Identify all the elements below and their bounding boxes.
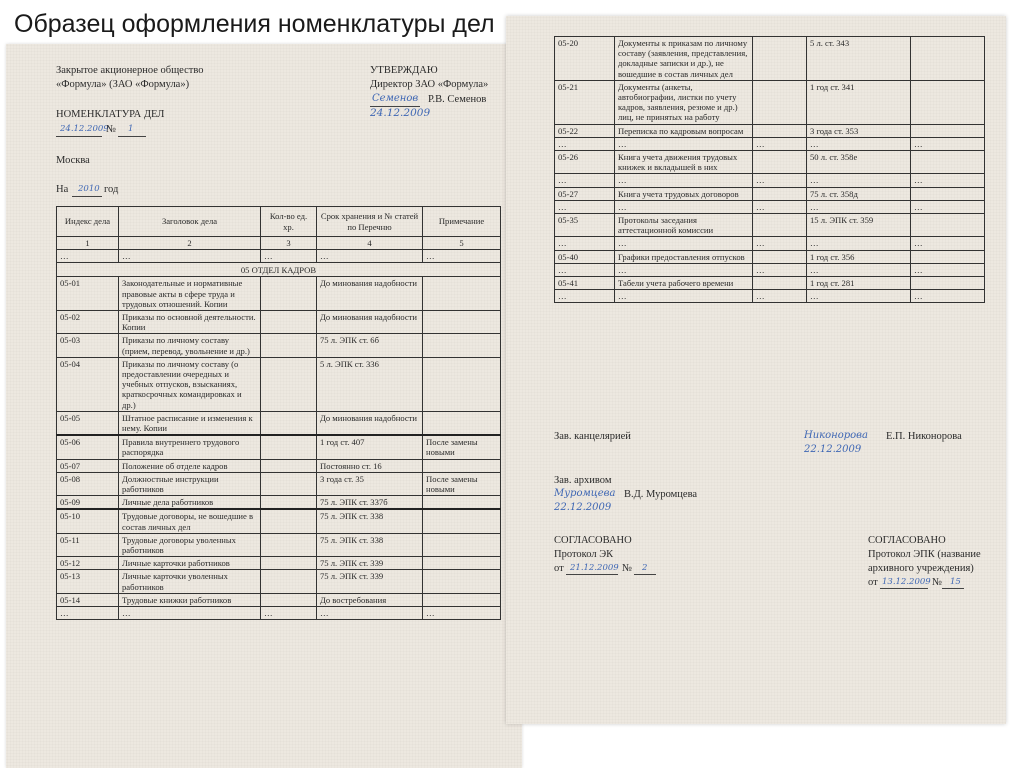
row-note bbox=[423, 311, 501, 334]
row-title: Трудовые книжки работников bbox=[119, 593, 261, 606]
ellipsis-cell: … bbox=[261, 250, 317, 263]
org-name-line2: «Формула» (ЗАО «Формула») bbox=[56, 79, 190, 90]
row-note bbox=[423, 557, 501, 570]
archive-label: Зав. архивом bbox=[554, 475, 612, 486]
agreed-ek-from: от bbox=[554, 563, 564, 574]
column-number: 2 bbox=[119, 237, 261, 250]
nomenclature-table bbox=[56, 206, 501, 620]
row-term: 75 л. ЭПК ст. 6б bbox=[317, 334, 423, 357]
ellipsis-cell: … bbox=[57, 250, 119, 263]
ellipsis-cell: … bbox=[555, 200, 615, 213]
row-title: Личные карточки уволенных работников bbox=[119, 570, 261, 593]
ellipsis-cell: … bbox=[317, 607, 423, 620]
row-title: Штатное расписание и изменения к нему. Копии bbox=[119, 411, 261, 435]
chancellery-signature: Никонорова bbox=[804, 430, 868, 441]
nomenclature-page-1 bbox=[6, 44, 522, 768]
row-term: 15 л. ЭПК ст. 359 bbox=[807, 214, 911, 237]
table-row bbox=[57, 277, 501, 311]
row-note bbox=[911, 124, 985, 137]
row-title: Трудовые договоры уволенных работников bbox=[119, 533, 261, 556]
row-index: 05-35 bbox=[555, 214, 615, 237]
row-title: Документы (анкеты, автобиографии, листки по учету кадров, заявления, резюме и др.) лиц, не принятых на работу bbox=[615, 80, 753, 124]
ellipsis-cell: … bbox=[753, 200, 807, 213]
table-row bbox=[57, 533, 501, 556]
row-index: 05-14 bbox=[57, 593, 119, 606]
row-index: 05-40 bbox=[555, 250, 615, 263]
agreed-epk-no: 15 bbox=[950, 577, 961, 587]
row-quantity bbox=[261, 557, 317, 570]
row-note bbox=[423, 570, 501, 593]
row-index: 05-11 bbox=[57, 533, 119, 556]
ellipsis-cell: … bbox=[261, 607, 317, 620]
table-row bbox=[57, 411, 501, 435]
agreed-epk-date-line bbox=[880, 588, 928, 589]
ellipsis-cell: … bbox=[911, 290, 985, 303]
year-value: 2010 bbox=[78, 184, 100, 194]
row-title: Законодательные и нормативные правовые акты в сфере труда и трудовых отношений. Копии bbox=[119, 277, 261, 311]
row-quantity bbox=[261, 435, 317, 459]
row-quantity bbox=[261, 533, 317, 556]
row-note bbox=[423, 334, 501, 357]
table-row bbox=[555, 124, 985, 137]
ellipsis-cell: … bbox=[807, 290, 911, 303]
row-index: 05-01 bbox=[57, 277, 119, 311]
ellipsis-cell: … bbox=[807, 237, 911, 250]
table-row bbox=[57, 472, 501, 495]
approve-label: УТВЕРЖДАЮ bbox=[370, 65, 438, 76]
row-index: 05-04 bbox=[57, 357, 119, 411]
ellipsis-cell: … bbox=[753, 137, 807, 150]
row-title: Протоколы заседания аттестационной комиссии bbox=[615, 214, 753, 237]
row-title: Положение об отделе кадров bbox=[119, 459, 261, 472]
ellipsis-cell: … bbox=[807, 137, 911, 150]
ellipsis-cell: … bbox=[555, 174, 615, 187]
approve-position: Директор ЗАО «Формула» bbox=[370, 79, 489, 90]
row-term: До минования надобности bbox=[317, 277, 423, 311]
row-title: Книга учета трудовых договоров bbox=[615, 187, 753, 200]
ellipsis-cell: … bbox=[615, 263, 753, 276]
row-title: Приказы по основной деятельности. Копии bbox=[119, 311, 261, 334]
row-note: После замены новыми bbox=[423, 435, 501, 459]
archive-signature: Муромцева bbox=[554, 488, 616, 499]
row-index: 05-13 bbox=[57, 570, 119, 593]
approve-signature: Семенов bbox=[372, 93, 419, 104]
agreed-ek-label: СОГЛАСОВАНО bbox=[554, 535, 632, 546]
agreed-epk-protocol: Протокол ЭПК (название bbox=[868, 549, 981, 560]
ellipsis-cell: … bbox=[423, 607, 501, 620]
row-title: Графики предоставления отпусков bbox=[615, 250, 753, 263]
row-note bbox=[911, 250, 985, 263]
row-index: 05-21 bbox=[555, 80, 615, 124]
row-index: 05-12 bbox=[57, 557, 119, 570]
year-line bbox=[72, 196, 102, 197]
agreed-epk-date: 13.12.2009 bbox=[882, 577, 931, 587]
ellipsis-cell: … bbox=[119, 607, 261, 620]
row-term: 75 л. ЭПК ст. 338 bbox=[317, 533, 423, 556]
agreed-epk-no-line bbox=[942, 588, 964, 589]
row-title: Личные карточки работников bbox=[119, 557, 261, 570]
row-quantity bbox=[261, 311, 317, 334]
nomenclature-table-continued bbox=[554, 36, 985, 303]
ellipsis-cell: … bbox=[753, 174, 807, 187]
ellipsis-cell: … bbox=[911, 263, 985, 276]
ellipsis-row bbox=[555, 237, 985, 250]
row-title: Личные дела работников bbox=[119, 496, 261, 510]
table-row bbox=[57, 570, 501, 593]
row-quantity bbox=[261, 593, 317, 606]
row-quantity bbox=[261, 459, 317, 472]
ellipsis-cell: … bbox=[911, 174, 985, 187]
table-row bbox=[555, 37, 985, 81]
header-index: Индекс дела bbox=[57, 207, 119, 237]
table-row bbox=[555, 187, 985, 200]
chancellery-date: 22.12.2009 bbox=[804, 444, 862, 455]
row-quantity bbox=[261, 496, 317, 510]
row-index: 05-22 bbox=[555, 124, 615, 137]
row-quantity bbox=[261, 277, 317, 311]
agreed-ek-no-label: № bbox=[622, 563, 633, 574]
row-note bbox=[911, 277, 985, 290]
table-row bbox=[555, 151, 985, 174]
header-quantity: Кол-во ед. хр. bbox=[261, 207, 317, 237]
ellipsis-row bbox=[57, 607, 501, 620]
row-index: 05-10 bbox=[57, 509, 119, 533]
ellipsis-cell: … bbox=[555, 137, 615, 150]
row-index: 05-02 bbox=[57, 311, 119, 334]
table-row bbox=[555, 277, 985, 290]
ellipsis-cell: … bbox=[615, 200, 753, 213]
row-index: 05-41 bbox=[555, 277, 615, 290]
row-index: 05-27 bbox=[555, 187, 615, 200]
ellipsis-cell: … bbox=[911, 200, 985, 213]
row-term: Постоянно ст. 16 bbox=[317, 459, 423, 472]
table-row bbox=[555, 80, 985, 124]
row-quantity bbox=[753, 124, 807, 137]
nomenclature-page-2 bbox=[506, 16, 1006, 724]
ellipsis-cell: … bbox=[911, 137, 985, 150]
agreed-epk-label: СОГЛАСОВАНО bbox=[868, 535, 946, 546]
row-term: 75 л. ЭПК ст. 339 bbox=[317, 557, 423, 570]
ellipsis-row bbox=[555, 263, 985, 276]
row-quantity bbox=[753, 214, 807, 237]
row-index: 05-26 bbox=[555, 151, 615, 174]
doc-no-line bbox=[118, 136, 146, 137]
row-quantity bbox=[753, 151, 807, 174]
table-body bbox=[57, 277, 501, 607]
table-row bbox=[57, 435, 501, 459]
row-term: 5 л. ЭПК ст. 336 bbox=[317, 357, 423, 411]
header-term: Срок хранения и № статей по Перечню bbox=[317, 207, 423, 237]
row-note bbox=[423, 593, 501, 606]
row-term: 75 л. ЭПК ст. 339 bbox=[317, 570, 423, 593]
table-row bbox=[57, 459, 501, 472]
row-title: Документы к приказам по личному составу (заявления, представления, докладные записки и др.), не вошедшие в состав личных дел bbox=[615, 37, 753, 81]
ellipsis-cell: … bbox=[807, 263, 911, 276]
ellipsis-cell: … bbox=[615, 290, 753, 303]
row-note bbox=[423, 411, 501, 435]
agreed-ek-no: 2 bbox=[642, 563, 648, 573]
row-note bbox=[911, 214, 985, 237]
row-title: Табели учета рабочего времени bbox=[615, 277, 753, 290]
row-term: 3 года ст. 353 bbox=[807, 124, 911, 137]
chancellery-label: Зав. канцелярией bbox=[554, 431, 631, 442]
row-term: 1 год ст. 281 bbox=[807, 277, 911, 290]
ellipsis-cell: … bbox=[753, 263, 807, 276]
row-index: 05-07 bbox=[57, 459, 119, 472]
row-quantity bbox=[261, 411, 317, 435]
row-term: 75 л. ЭПК ст. 337б bbox=[317, 496, 423, 510]
ellipsis-cell: … bbox=[119, 250, 261, 263]
column-number: 4 bbox=[317, 237, 423, 250]
row-title: Правила внутреннего трудового распорядка bbox=[119, 435, 261, 459]
row-title: Трудовые договоры, не вошедшие в состав личных дел bbox=[119, 509, 261, 533]
row-note bbox=[911, 151, 985, 174]
agreed-ek-date: 21.12.2009 bbox=[570, 563, 619, 573]
row-index: 05-09 bbox=[57, 496, 119, 510]
agreed-epk-from: от bbox=[868, 577, 878, 588]
table-row bbox=[57, 509, 501, 533]
year-suffix: год bbox=[104, 184, 119, 195]
column-number: 1 bbox=[57, 237, 119, 250]
row-note bbox=[423, 533, 501, 556]
row-quantity bbox=[261, 509, 317, 533]
table-row bbox=[57, 593, 501, 606]
ellipsis-row bbox=[57, 250, 501, 263]
doc-title: НОМЕНКЛАТУРА ДЕЛ bbox=[56, 109, 165, 120]
table-row bbox=[57, 357, 501, 411]
row-term: 1 год ст. 356 bbox=[807, 250, 911, 263]
row-note bbox=[911, 80, 985, 124]
row-index: 05-06 bbox=[57, 435, 119, 459]
row-quantity bbox=[753, 187, 807, 200]
doc-no: 1 bbox=[128, 124, 134, 134]
ellipsis-row bbox=[555, 137, 985, 150]
row-index: 05-20 bbox=[555, 37, 615, 81]
row-note bbox=[423, 509, 501, 533]
doc-no-label: № bbox=[106, 124, 117, 135]
ellipsis-row bbox=[555, 174, 985, 187]
table-row bbox=[57, 557, 501, 570]
ellipsis-cell: … bbox=[555, 290, 615, 303]
ellipsis-cell: … bbox=[555, 263, 615, 276]
row-note bbox=[911, 187, 985, 200]
chancellery-name: Е.П. Никонорова bbox=[886, 431, 962, 442]
table-row bbox=[57, 311, 501, 334]
doc-date: 24.12.2009 bbox=[60, 124, 109, 134]
ellipsis-cell: … bbox=[423, 250, 501, 263]
table-row bbox=[57, 334, 501, 357]
slide-title: Образец оформления номенклатуры дел bbox=[14, 10, 495, 38]
table-row bbox=[57, 496, 501, 510]
row-quantity bbox=[753, 250, 807, 263]
agreed-ek-date-line bbox=[566, 574, 618, 575]
doc-date-line bbox=[56, 136, 102, 137]
archive-date: 22.12.2009 bbox=[554, 502, 612, 513]
table-body bbox=[555, 37, 985, 303]
row-title: Приказы по личному составу (о предоставлении очередных и учебных отпусков, взысканиях, краткосрочных командировках и др.) bbox=[119, 357, 261, 411]
row-quantity bbox=[753, 37, 807, 81]
row-quantity bbox=[261, 472, 317, 495]
approve-date: 24.12.2009 bbox=[370, 107, 431, 119]
row-term: 1 год ст. 341 bbox=[807, 80, 911, 124]
row-note: После замены новыми bbox=[423, 472, 501, 495]
ellipsis-row bbox=[555, 290, 985, 303]
ellipsis-cell: … bbox=[807, 174, 911, 187]
ellipsis-cell: … bbox=[615, 137, 753, 150]
row-note bbox=[423, 496, 501, 510]
ellipsis-cell: … bbox=[911, 237, 985, 250]
row-term: До минования надобности bbox=[317, 311, 423, 334]
row-term: 75 л. ЭПК ст. 338 bbox=[317, 509, 423, 533]
row-note bbox=[423, 277, 501, 311]
org-name-line1: Закрытое акционерное общество bbox=[56, 65, 204, 76]
row-term: 3 года ст. 35 bbox=[317, 472, 423, 495]
agreed-ek-protocol: Протокол ЭК bbox=[554, 549, 614, 560]
agreed-ek-no-line bbox=[634, 574, 656, 575]
row-term: До востребования bbox=[317, 593, 423, 606]
row-note bbox=[423, 357, 501, 411]
agreed-epk-no-label: № bbox=[932, 577, 943, 588]
column-number: 3 bbox=[261, 237, 317, 250]
ellipsis-cell: … bbox=[317, 250, 423, 263]
row-quantity bbox=[753, 80, 807, 124]
row-title: Должностные инструкции работников bbox=[119, 472, 261, 495]
row-index: 05-05 bbox=[57, 411, 119, 435]
ellipsis-cell: … bbox=[615, 174, 753, 187]
section-title: 05 ОТДЕЛ КАДРОВ bbox=[57, 263, 501, 277]
row-title: Переписка по кадровым вопросам bbox=[615, 124, 753, 137]
city: Москва bbox=[56, 155, 90, 166]
row-quantity bbox=[753, 277, 807, 290]
table-row bbox=[555, 214, 985, 237]
header-note: Примечание bbox=[423, 207, 501, 237]
row-term: До минования надобности bbox=[317, 411, 423, 435]
row-term: 1 год ст. 407 bbox=[317, 435, 423, 459]
agreed-epk-institution: архивного учреждения) bbox=[868, 563, 974, 574]
ellipsis-cell: … bbox=[753, 237, 807, 250]
ellipsis-cell: … bbox=[555, 237, 615, 250]
year-prefix: На bbox=[56, 184, 69, 195]
ellipsis-cell: … bbox=[57, 607, 119, 620]
approve-name: Р.В. Семенов bbox=[428, 94, 487, 105]
column-number: 5 bbox=[423, 237, 501, 250]
table-row bbox=[555, 250, 985, 263]
row-index: 05-03 bbox=[57, 334, 119, 357]
row-title: Книга учета движения трудовых книжек и вкладышей в них bbox=[615, 151, 753, 174]
row-quantity bbox=[261, 357, 317, 411]
ellipsis-row bbox=[555, 200, 985, 213]
row-title: Приказы по личному составу (прием, перевод, увольнение и др.) bbox=[119, 334, 261, 357]
row-term: 75 л. ст. 358д bbox=[807, 187, 911, 200]
ellipsis-cell: … bbox=[753, 290, 807, 303]
ellipsis-cell: … bbox=[615, 237, 753, 250]
row-term: 5 л. ст. 343 bbox=[807, 37, 911, 81]
row-term: 50 л. ст. 358е bbox=[807, 151, 911, 174]
archive-name: В.Д. Муромцева bbox=[624, 489, 698, 500]
ellipsis-cell: … bbox=[807, 200, 911, 213]
row-quantity bbox=[261, 570, 317, 593]
row-index: 05-08 bbox=[57, 472, 119, 495]
row-quantity bbox=[261, 334, 317, 357]
row-note bbox=[423, 459, 501, 472]
header-title: Заголовок дела bbox=[119, 207, 261, 237]
row-note bbox=[911, 37, 985, 81]
